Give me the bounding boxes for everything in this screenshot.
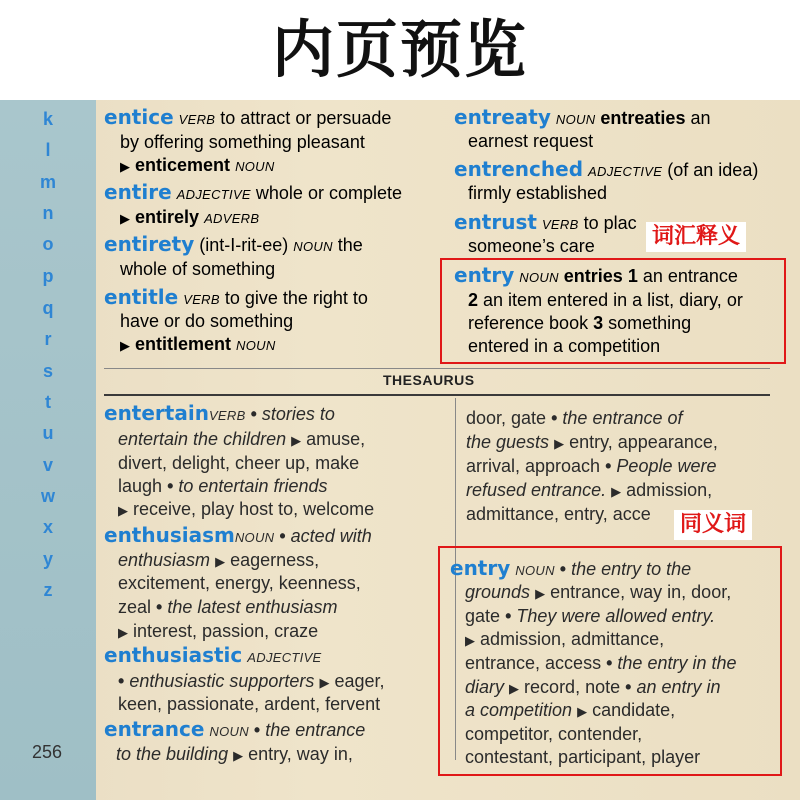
- thesaurus-line: keen, passionate, ardent, fervent: [118, 694, 381, 714]
- part-of-speech: NOUN: [209, 724, 249, 739]
- tab-letter: l: [45, 140, 51, 160]
- derived-entry: ▶ entirely ADVERB: [120, 207, 260, 227]
- thesaurus-line: grounds ▶ entrance, way in, door,: [465, 582, 732, 602]
- thesaurus-line: laugh • to entertain friends: [118, 476, 328, 496]
- tab-letter: u: [42, 423, 54, 443]
- example: a competition: [465, 700, 573, 720]
- thesaurus-line: excitement, energy, keenness,: [118, 573, 361, 593]
- entry-entire: [104, 181, 402, 206]
- part-of-speech: VERB: [183, 292, 220, 307]
- tab-letter: w: [40, 486, 55, 506]
- sense-text: an item entered in a list, diary, or: [483, 290, 743, 310]
- synonyms: eager,: [334, 671, 385, 691]
- thesaurus-entry: entry NOUN • the entry to the: [450, 556, 692, 580]
- headword: entrust: [454, 210, 537, 234]
- entry-entitle: [104, 286, 368, 311]
- definition-line: whole of something: [120, 259, 276, 279]
- pronunciation: (int-I-rit-ee): [199, 235, 289, 255]
- headword: enthusiastic: [104, 643, 243, 667]
- headword: entertain: [104, 401, 209, 425]
- example: the guests: [466, 432, 550, 452]
- headword: enthusiasm: [104, 523, 235, 547]
- thesaurus-line: arrival, approach • People were: [466, 456, 717, 476]
- banner: [0, 0, 800, 100]
- synonyms: admission, admittance,: [480, 629, 665, 649]
- part-of-speech: VERB: [178, 112, 216, 127]
- page-number: 256: [32, 742, 63, 762]
- entry-entice: [104, 106, 391, 131]
- headword: entrance: [104, 717, 205, 741]
- synonyms: candidate,: [592, 700, 676, 720]
- thesaurus-line: a competition ▶ candidate,: [465, 700, 676, 720]
- definition-label: 词汇释义: [646, 222, 746, 252]
- example: the latest enthusiasm: [167, 597, 338, 617]
- headword: entreaty: [454, 105, 551, 129]
- part-of-speech: VERB: [541, 217, 579, 232]
- thesaurus-entrance: entrance NOUN • the entrance: [104, 717, 366, 741]
- part-of-speech: NOUN: [519, 270, 559, 285]
- part-of-speech: NOUN: [234, 530, 275, 545]
- derived-word: entirely: [135, 207, 200, 227]
- thesaurus-line: door, gate • the entrance of: [466, 408, 683, 428]
- thesaurus-line: admittance, entry, acce: [466, 504, 651, 524]
- definition: to attract or persuade: [220, 108, 392, 128]
- headword: entitle: [104, 285, 179, 309]
- example: grounds: [465, 582, 531, 602]
- thesaurus-line: ▶ receive, play host to, welcome: [118, 499, 375, 519]
- tab-letter: y: [42, 549, 53, 569]
- headword: entire: [104, 180, 172, 204]
- thesaurus-line: • enthusiastic supporters ▶ eager,: [118, 671, 385, 691]
- synonyms: laugh: [118, 476, 163, 496]
- sense-text: reference book: [468, 313, 589, 333]
- thesaurus-line: the guests ▶ entry, appearance,: [466, 432, 718, 452]
- part-of-speech: ADVERB: [204, 211, 260, 226]
- synonyms: interest, passion, craze: [133, 621, 319, 641]
- definition-line: have or do something: [120, 311, 294, 331]
- tab-letter: s: [42, 361, 53, 381]
- tab-letter: o: [42, 234, 54, 254]
- definition: to plac: [583, 213, 637, 233]
- definition: whole or complete: [255, 183, 402, 203]
- synonyms: arrival, approach: [466, 456, 601, 476]
- thesaurus-line: entrance, access • the entry in the: [465, 653, 737, 673]
- thesaurus-line: zeal • the latest enthusiasm: [118, 597, 338, 617]
- tab-letter: v: [42, 455, 53, 475]
- synonyms: admission,: [626, 480, 713, 500]
- example: People were: [616, 456, 717, 476]
- part-of-speech: NOUN: [515, 563, 555, 578]
- thesaurus-line: ▶ admission, admittance,: [465, 629, 665, 649]
- thesaurus-line: refused entrance. ▶ admission,: [466, 480, 713, 500]
- synonyms: entry, appearance,: [569, 432, 718, 452]
- derived-word: enticement: [135, 155, 231, 175]
- entry-entreaty: [454, 106, 711, 131]
- headword: entrenched: [454, 157, 584, 181]
- synonyms: gate: [465, 606, 501, 626]
- derived-entry: ▶ enticement NOUN: [120, 155, 275, 175]
- definition-line: earnest request: [468, 131, 594, 151]
- thesaurus-enthusiastic: [104, 644, 322, 670]
- banner-title: 内页预览: [271, 13, 528, 86]
- sense-text: something: [608, 313, 692, 333]
- headword: entry: [454, 263, 515, 287]
- definition: an: [690, 108, 711, 128]
- example: stories to: [261, 404, 335, 424]
- thesaurus-line: contestant, participant, player: [465, 747, 701, 767]
- definition-highlight-box: [440, 258, 786, 364]
- tab-letter: r: [44, 329, 52, 349]
- example: refused entrance.: [466, 480, 607, 500]
- thesaurus-line: diary ▶ record, note • an entry in: [465, 677, 721, 697]
- entry-entrust: [454, 211, 637, 236]
- part-of-speech: NOUN: [235, 159, 275, 174]
- example: the entrance of: [562, 408, 683, 428]
- definition-line: entered in a competition: [468, 336, 661, 356]
- part-of-speech: NOUN: [236, 338, 276, 353]
- synonym-label: 同义词: [674, 510, 752, 540]
- example: diary: [465, 677, 505, 697]
- tab-letter: z: [43, 580, 53, 600]
- definition-line: firmly established: [468, 183, 608, 203]
- example: the entrance: [265, 720, 366, 740]
- tab-letter: q: [42, 298, 54, 318]
- tab-letter: p: [42, 266, 54, 286]
- example: acted with: [290, 526, 372, 546]
- thesaurus-heading: THESAURUS: [383, 372, 475, 388]
- tab-letter: x: [42, 517, 53, 537]
- sense-number: 1: [627, 266, 638, 286]
- example: to the building: [116, 744, 229, 764]
- sense-text: an entrance: [642, 266, 738, 286]
- synonyms: record, note: [524, 677, 621, 697]
- synonyms: entrance, access: [465, 653, 602, 673]
- thesaurus-entertain: entertainVERB • stories to: [104, 401, 335, 425]
- part-of-speech: ADJECTIVE: [247, 650, 322, 665]
- sense-number: 3: [593, 313, 604, 333]
- part-of-speech: ADJECTIVE: [588, 164, 663, 179]
- synonyms: entrance, way in, door,: [550, 582, 732, 602]
- divider: [104, 394, 770, 396]
- thesaurus-line: divert, delight, cheer up, make: [118, 453, 360, 473]
- synonyms: receive, play host to, welcome: [133, 499, 375, 519]
- headword: entry: [450, 556, 511, 580]
- derived-word: entitlement: [135, 334, 232, 354]
- definition: the: [337, 235, 363, 255]
- thesaurus-line: enthusiasm ▶ eagerness,: [118, 550, 320, 570]
- plural-form: entries: [563, 266, 623, 286]
- synonyms: eagerness,: [230, 550, 320, 570]
- thesaurus-line: to the building ▶ entry, way in,: [116, 744, 353, 764]
- synonyms: entry, way in,: [248, 744, 353, 764]
- tab-letter: k: [42, 109, 53, 129]
- thesaurus-line: entertain the children ▶ amuse,: [118, 429, 366, 449]
- sense-number: 2: [468, 290, 479, 310]
- thesaurus-line: competitor, contender,: [465, 724, 643, 744]
- example: the entry to the: [571, 559, 692, 579]
- tab-letter: t: [45, 392, 51, 412]
- part-of-speech: VERB: [208, 408, 246, 423]
- example: They were allowed entry.: [516, 606, 716, 626]
- thesaurus-line: gate • They were allowed entry.: [465, 606, 716, 626]
- example: entertain the children: [118, 429, 287, 449]
- synonyms: zeal: [118, 597, 152, 617]
- tab-letter: n: [42, 203, 54, 223]
- thesaurus-enthusiasm: enthusiasmNOUN • acted with: [104, 523, 372, 547]
- definition: (of an idea): [667, 160, 759, 180]
- example: enthusiastic supporters: [129, 671, 315, 691]
- definition-line: someone’s care: [468, 236, 595, 256]
- definition: to give the right to: [224, 288, 368, 308]
- synonyms: amuse,: [306, 429, 366, 449]
- divider: [104, 368, 770, 369]
- tab-letter: m: [39, 172, 56, 192]
- synonyms: door, gate: [466, 408, 547, 428]
- alphabet-side-tab: [0, 100, 96, 800]
- entry-entirety: [104, 233, 363, 258]
- example: an entry in: [636, 677, 721, 697]
- plural-form: entreaties: [600, 108, 686, 128]
- part-of-speech: NOUN: [293, 239, 333, 254]
- example: enthusiasm: [118, 550, 211, 570]
- example: the entry in the: [617, 653, 737, 673]
- entry-entrenched: [454, 158, 758, 183]
- part-of-speech: ADJECTIVE: [176, 187, 251, 202]
- example: to entertain friends: [178, 476, 328, 496]
- definition-line: by offering something pleasant: [120, 132, 365, 152]
- derived-entry: ▶ entitlement NOUN: [120, 334, 276, 354]
- thesaurus-line: ▶ interest, passion, craze: [118, 621, 319, 641]
- part-of-speech: NOUN: [555, 112, 596, 127]
- headword: entirety: [104, 232, 195, 256]
- headword: entice: [104, 105, 174, 129]
